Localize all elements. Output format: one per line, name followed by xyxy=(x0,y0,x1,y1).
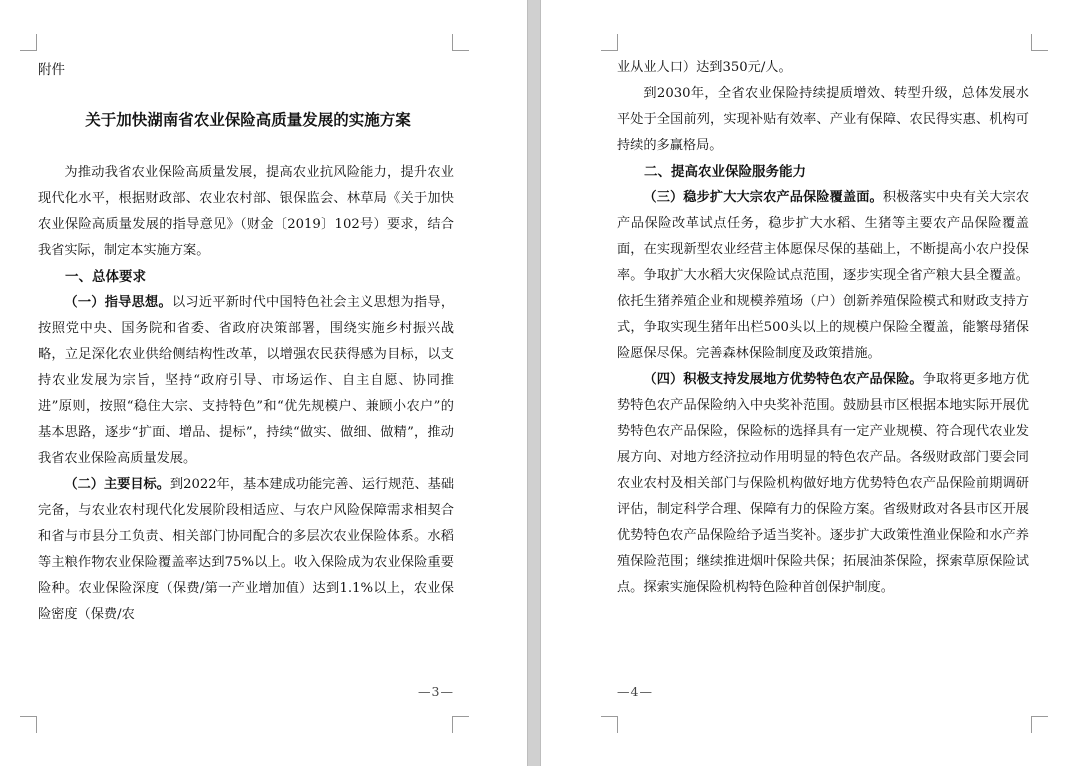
section-heading-service-capability: 二、提高农业保险服务能力 xyxy=(644,164,806,180)
guiding-thought-label: （一）指导思想。 xyxy=(64,295,172,310)
crop-mark xyxy=(601,716,618,733)
crop-mark xyxy=(452,716,469,733)
page-number-right: —4— xyxy=(617,684,653,699)
crop-mark xyxy=(1031,34,1048,51)
right-page-body xyxy=(617,55,1029,601)
bulk-products-label: （三）稳步扩大大宗农产品保险覆盖面。 xyxy=(643,190,883,205)
local-specialty-text: 争取将更多地方优势特色农产品保险纳入中央奖补范围。鼓励县市区根据本地实际开展优势特色农产品保险，保险标的选择具有一定产业规模、符合现代农业发展方向、对地方经济拉动作用明显的特色农产品。各级财政部门要会同农业农村及相关部门与保险机构做好地方优势特色农产品保险前期调研评估，制定科学合理、保障有力的保险方案。省级财政对各县市区开展优势特色农产品保险给予适当奖补。逐步扩大政策性渔业保险和水产养殖保险范围；继续推进烟叶保险共保；拓展油茶保险，探索草原保险试点。探索实施保险机构特色险种首创保护制度。 xyxy=(617,372,1030,595)
guiding-thought-text: 以习近平新时代中国特色社会主义思想为指导，按照党中央、国务院和省委、省政府决策部署，围绕实施乡村振兴战略，立足深化农业供给侧结构性改革，以增强农民获得感为目标，以支持农业发展为宗旨，坚持“政府引导、市场运作、自主自愿、协同推进”原则，按照“稳住大宗、支持特色”和“优先规模户、兼顾小农户”的基本思路，逐步“扩面、增品、提标”，持续“做实、做细、做精”，推动我省农业保险高质量发展。 xyxy=(38,295,455,466)
local-specialty-paragraph xyxy=(617,367,1029,601)
section-heading-overall-requirements: 一、总体要求 xyxy=(65,269,146,285)
main-goals-paragraph xyxy=(38,472,454,628)
left-page-body xyxy=(38,160,454,628)
guiding-thought-paragraph xyxy=(38,290,454,472)
bulk-products-paragraph xyxy=(617,185,1029,367)
crop-mark xyxy=(1031,716,1048,733)
crop-mark xyxy=(452,34,469,51)
crop-mark xyxy=(20,716,37,733)
bulk-products-text: 积极落实中央有关大宗农产品保险改革试点任务，稳步扩大水稻、生猪等主要农产品保险覆盖面，在实现新型农业经营主体愿保尽保的基础上，不断提高小农户投保率。争取扩大水稻大灾保险试点范围，逐步实现全省产粮大县全覆盖。依托生猪养殖企业和规模养殖场（户）创新养殖保险模式和财政支持方式，争取实现生猪年出栏500头以上的规模户保险全覆盖，能繁母猪保险愿保尽保。完善森林保险制度及政策措施。 xyxy=(617,190,1030,361)
document-title: 关于加快湖南省农业保险高质量发展的实施方案 xyxy=(85,111,411,129)
page-gutter xyxy=(527,0,541,766)
local-specialty-label: （四）积极支持发展地方优势特色农产品保险。 xyxy=(643,372,923,387)
continuation-text: 业从业人口）达到350元/人。 xyxy=(617,60,792,75)
document-page-left xyxy=(0,0,527,766)
main-goals-label: （二）主要目标。 xyxy=(64,477,170,492)
crop-mark xyxy=(601,34,618,51)
crop-mark xyxy=(20,34,37,51)
main-goals-text: 到2022年，基本建成功能完善、运行规范、基础完备，与农业农村现代化发展阶段相适应、与农户风险保障需求相契合和省与市县分工负责、相关部门协同配合的多层次农业保险体系。水稻等主粮作物农业保险覆盖率达到75%以上。收入保险成为农业保险重要险种。农业保险深度（保费/第一产业增加值）达到1.1%以上，农业保险密度（保费/农 xyxy=(38,477,455,622)
attachment-label: 附件 xyxy=(38,62,65,78)
goal-2030-paragraph: 到2030年，全省农业保险持续提质增效、转型升级，总体发展水平处于全国前列，实现补贴有效率、产业有保障、农民得实惠、机构可持续的多赢格局。 xyxy=(617,86,1029,153)
document-page-right xyxy=(541,0,1091,766)
page-number-left: —3— xyxy=(418,684,454,699)
intro-paragraph: 为推动我省农业保险高质量发展，提高农业抗风险能力，提升农业现代化水平，根据财政部、农业农村部、银保监会、林草局《关于加快农业保险高质量发展的指导意见》（财金〔2019〕102号）要求，结合我省实际，制定本实施方案。 xyxy=(38,165,454,258)
